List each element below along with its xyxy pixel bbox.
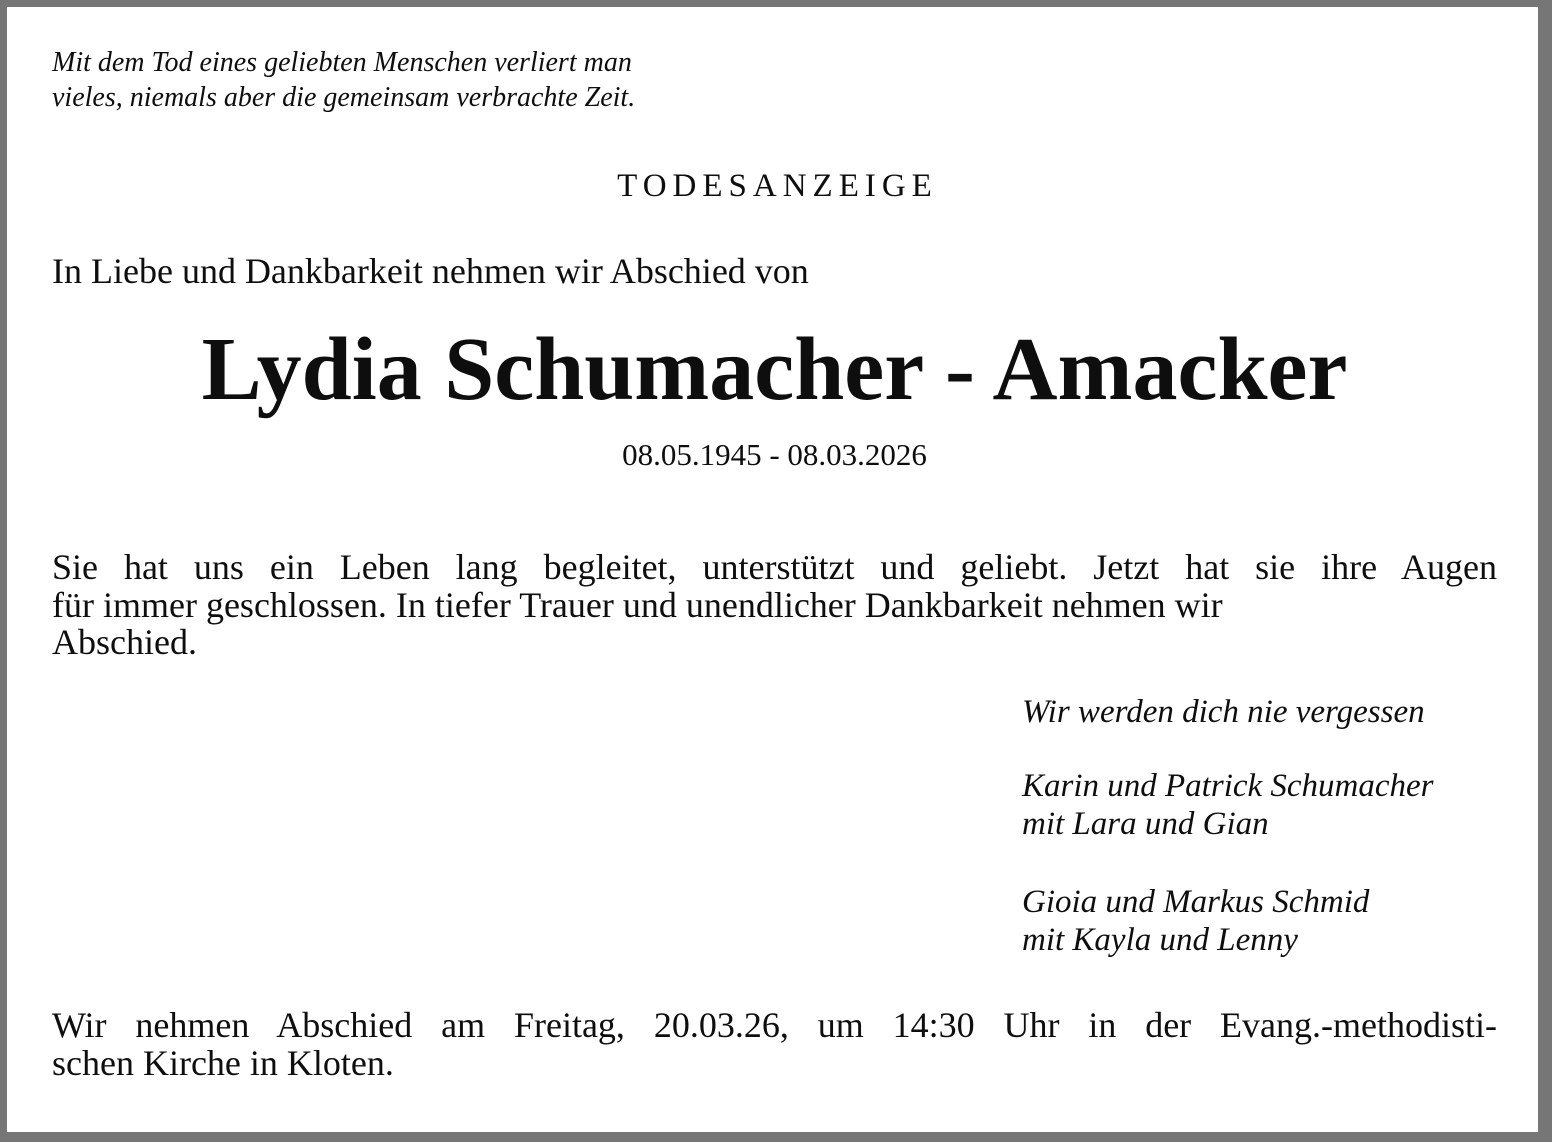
window-frame-right — [1538, 0, 1552, 1142]
family-entry-2 — [1022, 883, 1549, 959]
window-frame-top — [0, 0, 1552, 7]
epigraph-line-1: Mit dem Tod eines geliebten Menschen verliert man — [52, 47, 632, 78]
farewell-line: Wir werden dich nie vergessen — [1022, 694, 1425, 730]
obituary-text-line-3: Abschied. — [52, 622, 197, 662]
window-frame-bottom — [0, 1132, 1552, 1142]
life-dates: 08.05.1945 - 08.03.2026 — [622, 437, 927, 472]
family-entry-2-line-1: Gioia und Markus Schmid — [1022, 884, 1370, 920]
family-entry-1-line-2: mit Lara und Gian — [1022, 806, 1269, 842]
obituary-text-line-1: Sie hat uns ein Leben lang begleitet, unterstützt und geliebt. Jetzt hat sie ihre Augen — [52, 547, 1497, 587]
funeral-details — [52, 1006, 1497, 1082]
funeral-details-line-2: schen Kirche in Kloten. — [52, 1043, 394, 1083]
funeral-details-line-1: Wir nehmen Abschied am Freitag, 20.03.26, um 14:30 Uhr in der Evang.-methodisti- — [52, 1005, 1497, 1045]
signature-block — [1022, 693, 1549, 959]
family-entry-1-line-1: Karin und Patrick Schumacher — [1022, 768, 1434, 804]
family-entry-2-line-2: mit Kayla und Lenny — [1022, 922, 1298, 958]
intro-line: In Liebe und Dankbarkeit nehmen wir Abschied von — [52, 251, 809, 291]
notice-type-heading: TODESANZEIGE — [617, 168, 938, 204]
obituary-text — [52, 549, 1497, 662]
deceased-name: Lydia Schumacher - Amacker — [201, 320, 1348, 419]
epigraph-quote — [52, 45, 635, 115]
family-entry-1 — [1022, 767, 1549, 843]
obituary-text-line-2: für immer geschlossen. In tiefer Trauer und unendlicher Dankbarkeit nehmen wir — [52, 584, 1223, 625]
window-frame-left — [0, 0, 7, 1142]
epigraph-line-2: vieles, niemals aber die gemeinsam verbrachte Zeit. — [52, 82, 636, 113]
